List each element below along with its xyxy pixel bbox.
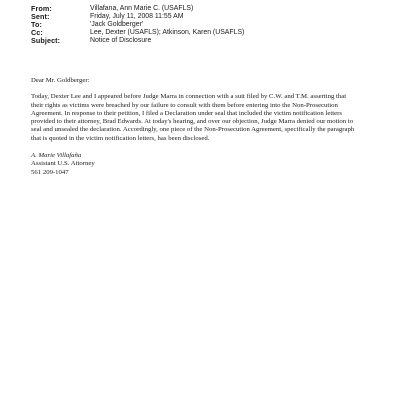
header-row-sent xyxy=(31,13,361,21)
cc-value: Lee, Dexter (USAFLS); Atkinson, Karen (USAFLS) xyxy=(90,29,245,37)
to-value: 'Jack Goldberger' xyxy=(90,21,144,29)
body-line: seal and unsealed the declaration. Accordingly, one piece of the Non-Prosecution Agreement, specifically the paragraph xyxy=(31,126,355,134)
to-label: To: xyxy=(31,20,42,30)
email-body xyxy=(31,77,376,143)
from-value: Villafana, Ann Marie C. (USAFLS) xyxy=(90,5,194,12)
signature-block xyxy=(31,152,95,177)
from-label: From: xyxy=(31,4,52,13)
body-line: their rights as victims were breached by our failure to consult with them before entering into the Non-Prosecution xyxy=(31,101,338,109)
body-line: that is quoted in the victim notification letters, has been disclosed. xyxy=(31,134,210,142)
cc-label: Cc: xyxy=(31,28,43,38)
header-row-to xyxy=(31,21,361,29)
signature-phone: 561 209-1047 xyxy=(31,168,69,176)
sent-value: Friday, July 11, 2008 11:55 AM xyxy=(90,13,184,21)
body-line: provided to their attorney, Brad Edwards. At today's hearing, and over our objection, Judge Marra denied our motion to xyxy=(31,118,354,126)
signature-title: Assistant U.S. Attorney xyxy=(31,160,95,168)
email-header xyxy=(31,5,361,45)
header-row-subject xyxy=(31,37,361,45)
sent-label: Sent: xyxy=(31,12,50,22)
subject-label: Subject: xyxy=(31,36,61,46)
signature-name: A. Marie Villafaña xyxy=(31,152,82,159)
header-row-from xyxy=(31,5,361,13)
salutation: Dear Mr. Goldberger: xyxy=(31,77,90,84)
header-row-cc xyxy=(31,29,361,37)
body-line: Today, Dexter Lee and I appeared before Judge Marra in connection with a suit filed by C.W. and T.M. asserting that xyxy=(31,93,347,101)
subject-value: Notice of Disclosure xyxy=(90,37,152,45)
body-paragraph xyxy=(31,93,376,143)
body-line: Agreement. In response to their petition, I filed a Declaration under seal that included the victim notification letters xyxy=(31,109,342,117)
